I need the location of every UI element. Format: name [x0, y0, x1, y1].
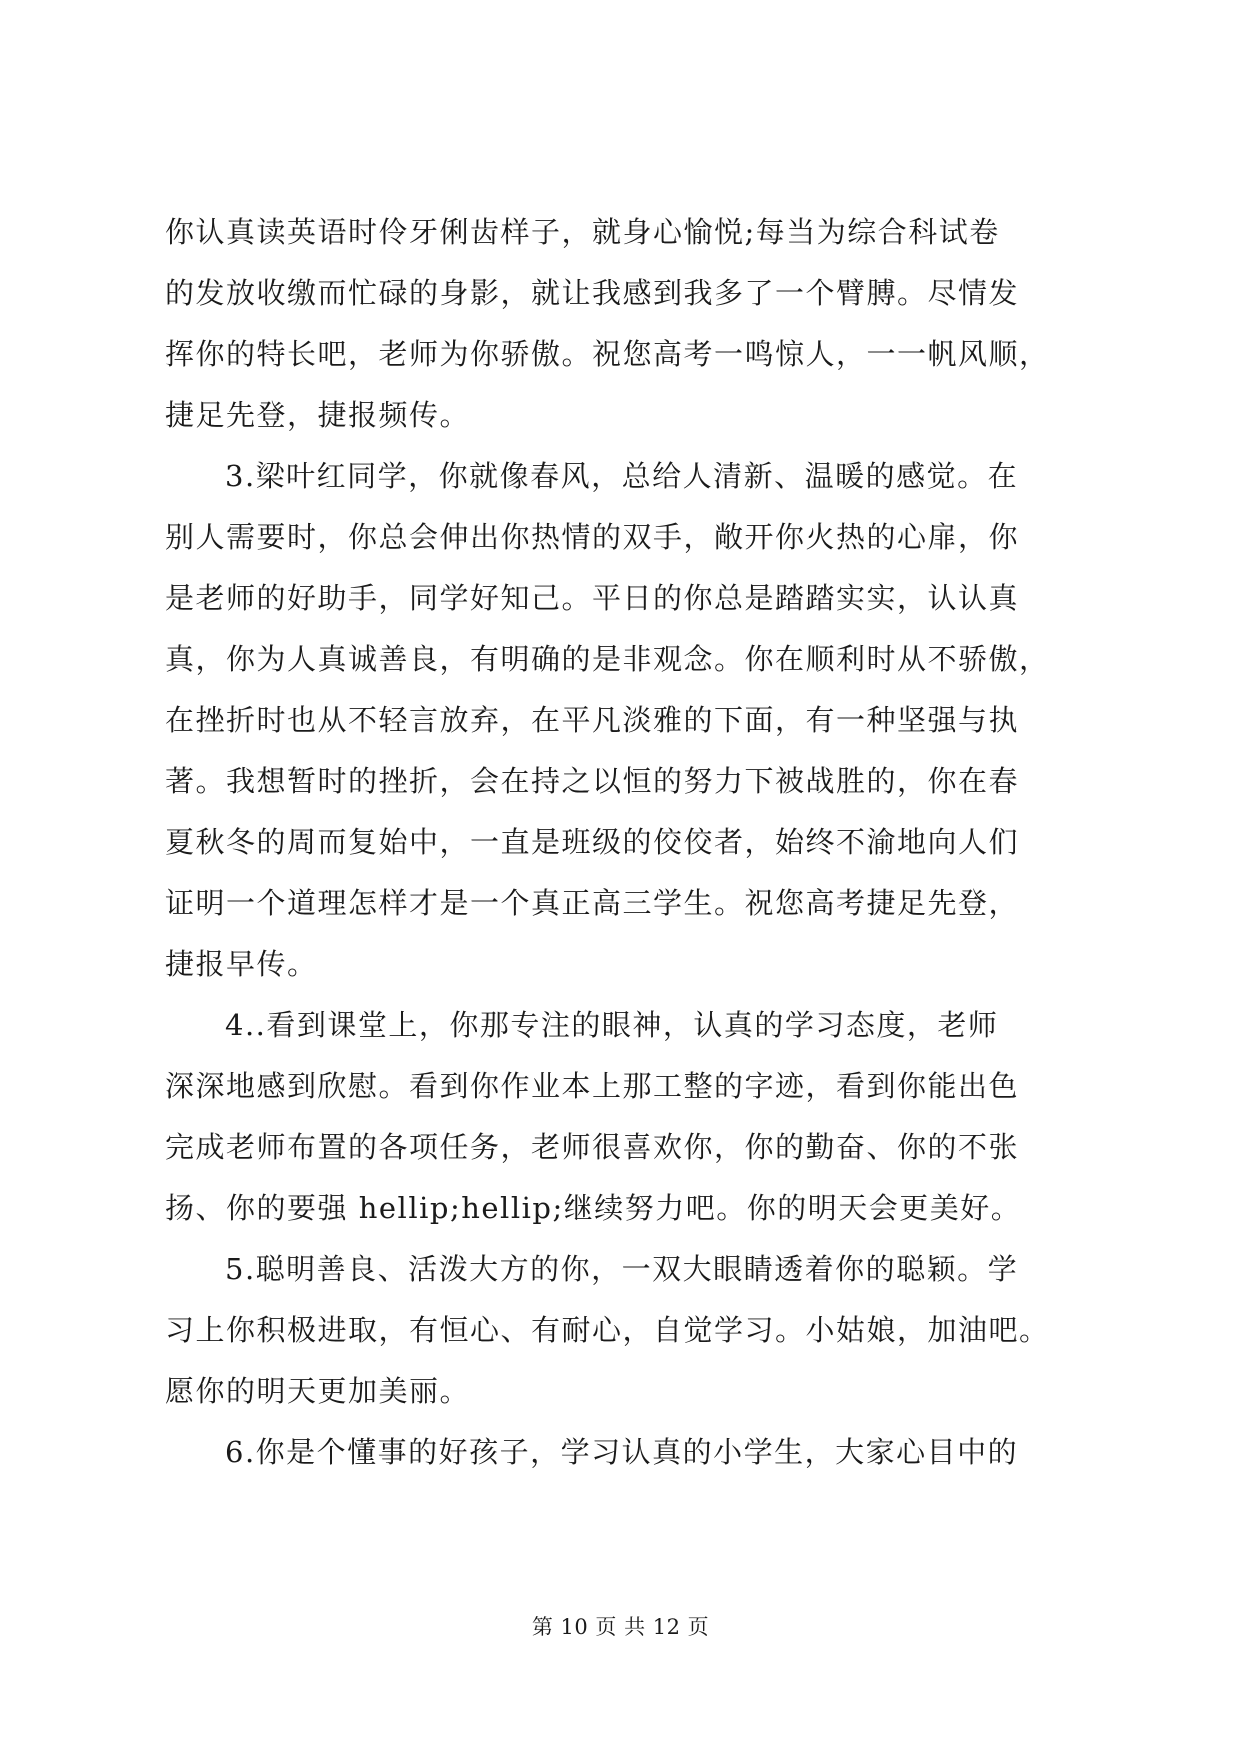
text-line: 习上你积极进取，有恒心、有耐心，自觉学习。小姑娘，加油吧。: [165, 1313, 1050, 1347]
text-line: 在挫折时也从不轻言放弃，在平凡淡雅的下面，有一种坚强与执: [165, 703, 1020, 737]
text-line: 夏秋冬的周而复始中，一直是班级的佼佼者，始终不渝地向人们: [165, 825, 1020, 859]
text-line: 6.你是个懂事的好孩子，学习认真的小学生，大家心目中的: [225, 1435, 1019, 1469]
text-line: 5.聪明善良、活泼大方的你，一双大眼睛透着你的聪颖。学: [225, 1252, 1019, 1286]
text-line: 4..看到课堂上，你那专注的眼神，认真的学习态度，老师: [225, 1008, 999, 1042]
text-line: 著。我想暂时的挫折，会在持之以恒的努力下被战胜的，你在春: [165, 764, 1020, 798]
text-line: 别人需要时，你总会伸出你热情的双手，敞开你火热的心扉，你: [165, 520, 1020, 554]
text-line: 你认真读英语时伶牙俐齿样子，就身心愉悦;每当为综合科试卷: [165, 215, 1000, 249]
text-line: 证明一个道理怎样才是一个真正高三学生。祝您高考捷足先登，: [165, 886, 1020, 920]
text-line: 的发放收缴而忙碌的身影，就让我感到我多了一个臂膊。尽情发: [165, 276, 1020, 310]
page-number-footer: 第 10 页 共 12 页: [531, 1615, 710, 1639]
text-line: 捷报早传。: [165, 947, 318, 981]
text-line: 捷足先登，捷报频传。: [165, 398, 471, 432]
text-line: 深深地感到欣慰。看到你作业本上那工整的字迹，看到你能出色: [165, 1069, 1020, 1103]
text-line: 3.梁叶红同学，你就像春风，总给人清新、温暖的感觉。在: [225, 459, 1019, 493]
text-line: 真，你为人真诚善良，有明确的是非观念。你在顺利时从不骄傲，: [165, 642, 1050, 676]
text-line: 愿你的明天更加美丽。: [165, 1374, 471, 1408]
text-line: 是老师的好助手，同学好知己。平日的你总是踏踏实实，认认真: [165, 581, 1020, 615]
text-line: 挥你的特长吧，老师为你骄傲。祝您高考一鸣惊人，一一帆风顺，: [165, 337, 1050, 371]
text-line: 扬、你的要强 hellip;hellip;继续努力吧。你的明天会更美好。: [165, 1191, 1022, 1225]
text-line: 完成老师布置的各项任务，老师很喜欢你，你的勤奋、你的不张: [165, 1130, 1020, 1164]
